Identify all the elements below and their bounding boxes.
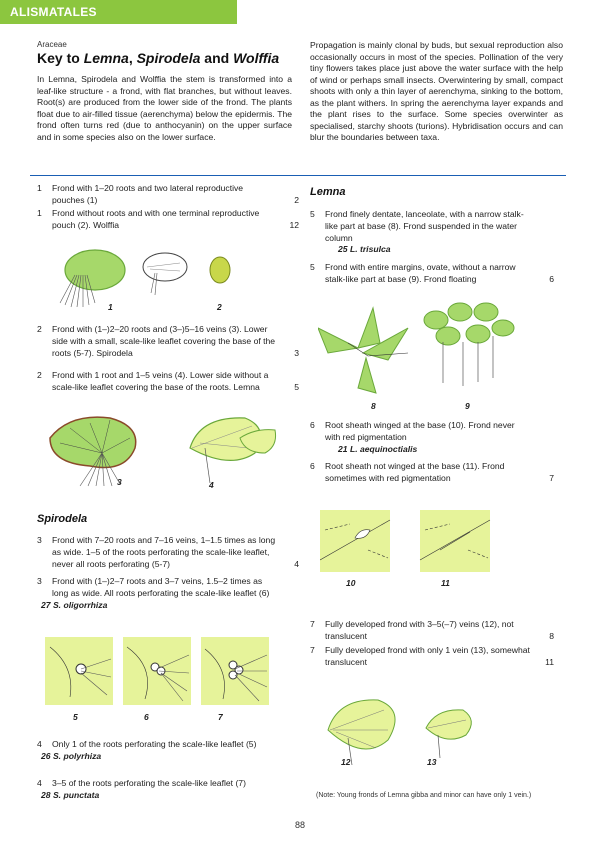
frond-1b bbox=[143, 253, 187, 281]
title-sep-2: and bbox=[200, 50, 234, 66]
couplet-7b bbox=[310, 645, 554, 669]
figure-10-panel bbox=[320, 510, 390, 572]
figure-label-9: 9 bbox=[465, 401, 470, 411]
figure-label-2: 2 bbox=[217, 302, 222, 312]
taxon-name: 26 S. polyrhiza bbox=[41, 750, 102, 761]
couplet-text: Frond with 7–20 roots and 7–16 veins, 1–1.5 times as long as wide. 1–5 of the roots perforating the scale-like leaflet, never all roots perforating (5-7) bbox=[52, 535, 276, 569]
couplet-1b bbox=[37, 208, 299, 232]
figure-5-panel bbox=[45, 637, 113, 705]
figure-7-panel bbox=[201, 637, 269, 705]
couplet-lead: 5 bbox=[294, 381, 299, 392]
title-wolffia: Wolffia bbox=[233, 50, 280, 66]
figure-label-13: 13 bbox=[427, 757, 437, 767]
couplet-text: Root sheath not winged at the base (11). Frond sometimes with red pigmentation bbox=[325, 461, 505, 483]
taxon-name: 25 L. trisulca bbox=[338, 244, 391, 255]
figure-label-7: 7 bbox=[218, 712, 223, 722]
intro-right: Propagation is mainly clonal by buds, but sexual reproduction also occasionally occurs in most of the species. Pollination of the very tiny flowers takes place just above the water surface with the help of wind or perhaps small insects. Overwintering by small, compact shoots with only a thin layer of aerenchyma, sinking to the bottom, as the plant withers. In spring the aerenchyma layer expands and the plant rises to the surface. Some species overwinter as specialised, starchy shoots (turions). Hybridisation occurs and can blur the boundaries between taxa. bbox=[310, 40, 563, 142]
couplet-text: Fully developed frond with 3–5(–7) veins (12), not translucent bbox=[325, 619, 514, 641]
section-band-label: ALISMATALES bbox=[10, 5, 97, 19]
couplet-text: Frond without roots and with one terminal reproductive pouch (2). Wolffia bbox=[52, 208, 260, 230]
couplet-num: 2 bbox=[37, 370, 42, 380]
couplet-text: Frond with (1–)2–20 roots and (3–)5–16 veins (3). Lower side with a small, scale-like leaflet covering the base of the roots (5-7). Spirodela bbox=[52, 324, 276, 358]
figure-label-12: 12 bbox=[341, 757, 351, 767]
couplet-text: Fully developed frond with only 1 vein (13), somewhat translucent bbox=[325, 645, 530, 667]
couplet-4b bbox=[37, 778, 277, 802]
figure-8-9 bbox=[318, 298, 538, 398]
couplet-text: 3–5 of the roots perforating the scale-like leaflet (7) bbox=[52, 778, 246, 788]
couplet-4a bbox=[37, 739, 277, 763]
figure-label-1: 1 bbox=[108, 302, 113, 312]
frond-2 bbox=[210, 257, 230, 283]
frond-13 bbox=[426, 710, 471, 739]
divider-rule bbox=[30, 175, 566, 176]
couplet-lead: 12 bbox=[289, 219, 299, 230]
couplet-lead: 2 bbox=[294, 194, 299, 205]
couplet-text: Only 1 of the roots perforating the scale-like leaflet (5) bbox=[52, 739, 257, 749]
section-heading-lemna: Lemna bbox=[310, 186, 346, 198]
couplet-text: Frond with entire margins, ovate, without a narrow stalk-like part at base (9). Frond floating bbox=[325, 262, 516, 284]
couplet-lead: 8 bbox=[549, 630, 554, 641]
couplet-lead: 3 bbox=[294, 347, 299, 358]
page-title bbox=[37, 50, 279, 66]
couplet-num: 6 bbox=[310, 461, 315, 471]
couplet-num: 4 bbox=[37, 778, 42, 788]
couplet-num: 2 bbox=[37, 324, 42, 334]
figure-6-panel bbox=[123, 637, 191, 705]
couplet-lead: 7 bbox=[549, 472, 554, 483]
figure-label-5: 5 bbox=[73, 712, 78, 722]
figure-label-4: 4 bbox=[209, 480, 214, 490]
couplet-num: 6 bbox=[310, 420, 315, 430]
figure-1-2 bbox=[55, 245, 255, 315]
couplet-3b bbox=[37, 576, 277, 611]
taxon-name: 28 S. punctata bbox=[41, 789, 100, 800]
couplet-2a bbox=[37, 324, 299, 359]
title-lemna: Lemna bbox=[83, 50, 129, 66]
figure-11-panel bbox=[420, 510, 490, 572]
couplet-num: 1 bbox=[37, 183, 42, 193]
couplet-7a bbox=[310, 619, 554, 643]
taxon-name: 21 L. aequinoctialis bbox=[338, 443, 418, 454]
couplet-num: 5 bbox=[310, 262, 315, 272]
couplet-1a bbox=[37, 183, 299, 207]
title-spirodela: Spirodela bbox=[136, 50, 201, 66]
section-heading-spirodela: Spirodela bbox=[37, 513, 88, 525]
figure-label-3: 3 bbox=[117, 477, 122, 487]
couplet-2b bbox=[37, 370, 299, 394]
couplet-num: 3 bbox=[37, 535, 42, 545]
couplet-num: 7 bbox=[310, 619, 315, 629]
couplet-num: 1 bbox=[37, 208, 42, 218]
title-prefix: Key to bbox=[37, 50, 84, 66]
couplet-lead: 6 bbox=[549, 273, 554, 284]
footnote: (Note: Young fronds of Lemna gibba and minor can have only 1 vein.) bbox=[316, 792, 532, 799]
couplet-text: Frond finely dentate, lanceolate, with a narrow stalk-like part at base (8). Frond suspended in the water column bbox=[325, 209, 524, 243]
section-band bbox=[0, 0, 237, 24]
figure-label-10: 10 bbox=[346, 578, 356, 588]
couplet-text: Root sheath winged at the base (10). Frond never with red pigmentation bbox=[325, 420, 515, 442]
couplet-6b bbox=[310, 461, 554, 485]
couplet-num: 7 bbox=[310, 645, 315, 655]
couplet-text: Frond with 1 root and 1–5 veins (4). Lower side without a scale-like leaflet covering the base of the roots. Lemna bbox=[52, 370, 269, 392]
taxon-name: 27 S. oligorrhiza bbox=[41, 599, 108, 610]
frond-3 bbox=[50, 417, 136, 467]
couplet-5a bbox=[310, 209, 532, 256]
frond-12 bbox=[328, 700, 395, 749]
figure-9-drawing bbox=[424, 303, 514, 345]
figure-label-6: 6 bbox=[144, 712, 149, 722]
couplet-text: Frond with (1–)2–7 roots and 3–7 veins, 1.5–2 times as long as wide. All roots perforating the scale-like leaflet (6) bbox=[52, 576, 270, 598]
figure-label-8: 8 bbox=[371, 401, 376, 411]
couplet-num: 4 bbox=[37, 739, 42, 749]
couplet-lead: 4 bbox=[294, 558, 299, 569]
figure-label-11: 11 bbox=[441, 578, 450, 588]
couplet-num: 5 bbox=[310, 209, 315, 219]
couplet-6a bbox=[310, 420, 532, 455]
couplet-text: Frond with 1–20 roots and two lateral reproductive pouches (1) bbox=[52, 183, 244, 205]
figure-8-drawing bbox=[318, 308, 408, 393]
couplet-3a bbox=[37, 535, 299, 570]
intro-left: In Lemna, Spirodela and Wolffia the stem is transformed into a leaf-like structure - a frond, with flat branches, but without leaves. Root(s) are produced from the lower side of the frond. The plants float due to air-filled tissue (aerenchyma) below the epidermis. The frond often turns red (due to anthocyanin) on the upper surface and in some species also on the lower surface. bbox=[37, 74, 292, 142]
couplet-num: 3 bbox=[37, 576, 42, 586]
page-number: 88 bbox=[294, 820, 305, 830]
couplet-lead: 11 bbox=[545, 656, 554, 667]
figure-12-13 bbox=[318, 690, 498, 765]
title-sep-1: , bbox=[128, 50, 137, 66]
figure-5-6-7 bbox=[45, 637, 275, 707]
figure-3-4 bbox=[40, 408, 280, 488]
figure-10-11 bbox=[320, 510, 500, 575]
family-label: Araceae bbox=[37, 40, 67, 49]
frond-1 bbox=[65, 250, 125, 290]
couplet-5b bbox=[310, 262, 554, 286]
